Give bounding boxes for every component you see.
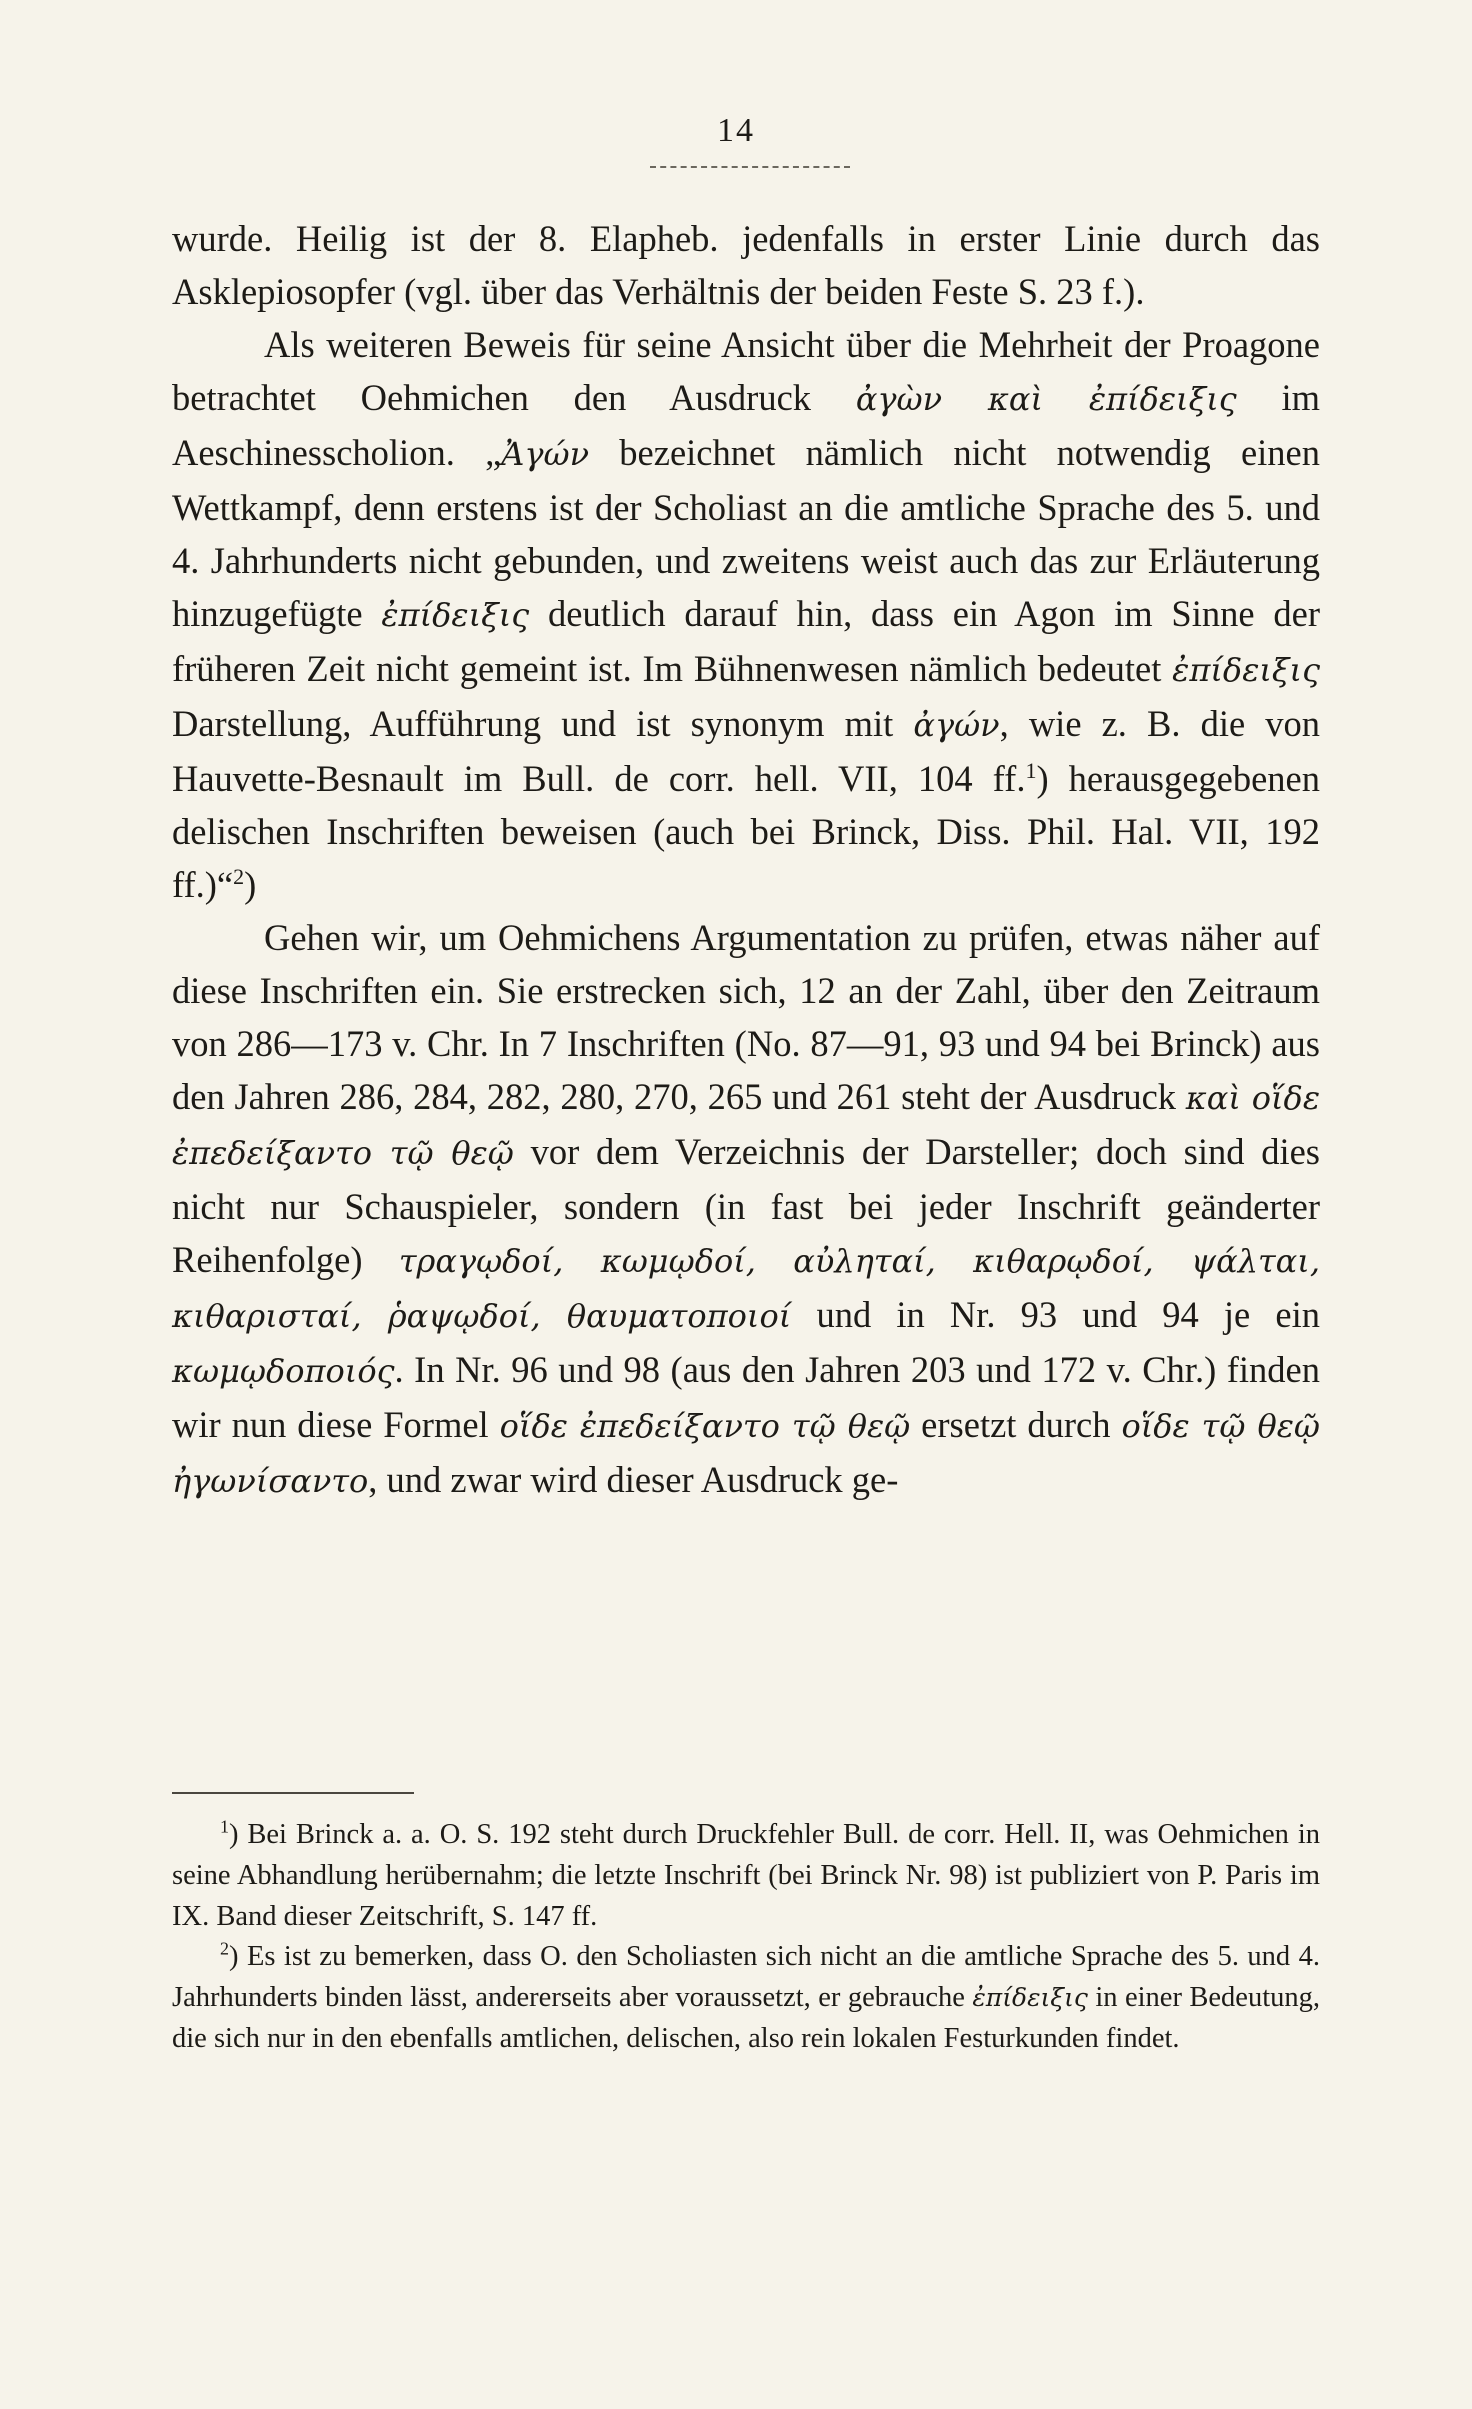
paragraph-1	[172, 212, 1320, 318]
greek-term: οἵδε τῷ θεῷ ἠγωνίσαντο	[172, 1407, 1321, 1500]
footnote-marker: 2	[220, 1938, 229, 1959]
paragraph-2	[172, 318, 1320, 911]
footnote-ref-1: 1	[1025, 757, 1037, 783]
page-number-rule	[650, 166, 850, 168]
paragraph-text: Als weiteren Beweis für seine Ansicht über die Mehrheit der Proagone betrachtet Oehmichen den Ausdruck	[172, 324, 1320, 418]
paragraph-text: Gehen wir, um Oehmichens Argumentation zu prüfen, etwas näher auf diese Inschriften ein. Sie erstrecken sich, 12 an der Zahl, über den Zeitraum von 286—173 v. Chr. In 7 Inschriften (No. 87—91, 93 und 94 bei Brinck) aus den Jahren 286, 284, 282, 280, 270, 265 und 261 steht der Ausdruck	[172, 917, 1320, 1117]
footnote-marker: 1	[220, 1816, 229, 1837]
footnote-divider	[172, 1792, 414, 1794]
paragraph-text: Darstellung, Aufführung und ist synonym mit	[172, 703, 914, 744]
paragraph-text: deutlich darauf hin, dass ein Agon im Sinne der früheren Zeit nicht gemeint ist. Im Bühnenwesen nämlich bedeutet	[172, 593, 1321, 689]
greek-term: ἐπίδειξις	[972, 1983, 1088, 2013]
paragraph-text: ) herausgegebenen delischen Inschriften beweisen (auch bei Brinck, Diss. Phil. Hal. VII, 192 ff.)“	[172, 758, 1320, 905]
footnote-text: ) Bei Brinck a. a. O. S. 192 steht durch Druckfehler Bull. de corr. Hell. II, was Oehmichen in seine Abhandlung herübernahm; die letzte Inschrift (bei Brinck Nr. 98) ist publiziert von P. Paris im IX. Band dieser Zeitschrift, S. 147 ff.	[172, 1819, 1320, 1932]
greek-term: τραγῳδοί, κωμῳδοί, αὐληταί, κιθαρῳδοί, ψάλται, κιθαρισταί, ῥαψῳδοί, θαυματοποιοί	[172, 1242, 1320, 1335]
paragraph-text: und in Nr. 93 und 94 je ein	[791, 1294, 1321, 1335]
paragraph-text: bezeichnet nämlich nicht notwendig einen Wettkampf, denn erstens ist der Scholiast an die amtliche Sprache des 5. und 4. Jahrhunderts nicht gebunden, und zweitens weist auch das zur Erläuterung hinzugefügte	[172, 432, 1320, 634]
paragraph-text: , und zwar wird dieser Ausdruck ge-	[368, 1459, 899, 1500]
page-number: 14	[717, 112, 755, 149]
greek-term: ἀγών	[913, 706, 1000, 744]
paragraph-text: )	[244, 864, 257, 905]
paragraph-text: im Aeschinesscholion. „	[172, 377, 1321, 473]
footnote-2	[172, 1937, 1320, 2059]
footnote-text: in einer Bedeutung, die sich nur in den ebenfalls amtlichen, delischen, also rein lokalen Festurkunden findet.	[172, 1982, 1320, 2054]
greek-term: Ἀγών	[501, 435, 590, 473]
greek-term: οἵδε ἐπεδείξαντο τῷ θεῷ	[499, 1407, 911, 1445]
greek-term: καὶ οἵδε ἐπεδείξαντο τῷ θεῷ	[172, 1079, 1320, 1172]
footnote-1	[172, 1815, 1320, 1937]
paragraph-text: , wie z. B. die von Hauvette-Besnault im Bull. de corr. hell. VII, 104 ff.	[172, 703, 1320, 799]
paragraph-text: ersetzt durch	[910, 1404, 1122, 1445]
footnote-text: ) Es ist zu bemerken, dass O. den Scholiasten sich nicht an die amtliche Sprache des 5. und 4. Jahrhunderts binden lässt, andererseits aber voraussetzt, er gebrauche	[172, 1941, 1320, 2014]
paragraph-3	[172, 911, 1320, 1508]
greek-term: κωμῳδοποιός	[172, 1352, 395, 1390]
paragraph-text: . In Nr. 96 und 98 (aus den Jahren 203 und 172 v. Chr.) finden wir nun diese Formel	[172, 1349, 1320, 1445]
greek-term: ἐπίδειξις	[1172, 651, 1320, 689]
greek-term: ἀγὼν καὶ ἐπίδειξις	[855, 380, 1237, 418]
footnote-ref-2: 2	[233, 863, 245, 889]
paragraph-text: vor dem Verzeichnis der Darsteller; doch sind dies nicht nur Schauspieler, sondern (in fast bei jeder Inschrift geänderter Reihenfolge)	[172, 1131, 1321, 1280]
footnotes	[172, 1815, 1320, 2060]
greek-term: ἐπίδειξις	[381, 596, 530, 634]
main-text	[172, 212, 1320, 1508]
paragraph-text: wurde. Heilig ist der 8. Elapheb. jedenfalls in erster Linie durch das Asklepiosopfer (vgl. über das Verhältnis der beiden Feste S. 23 f.).	[172, 218, 1320, 312]
